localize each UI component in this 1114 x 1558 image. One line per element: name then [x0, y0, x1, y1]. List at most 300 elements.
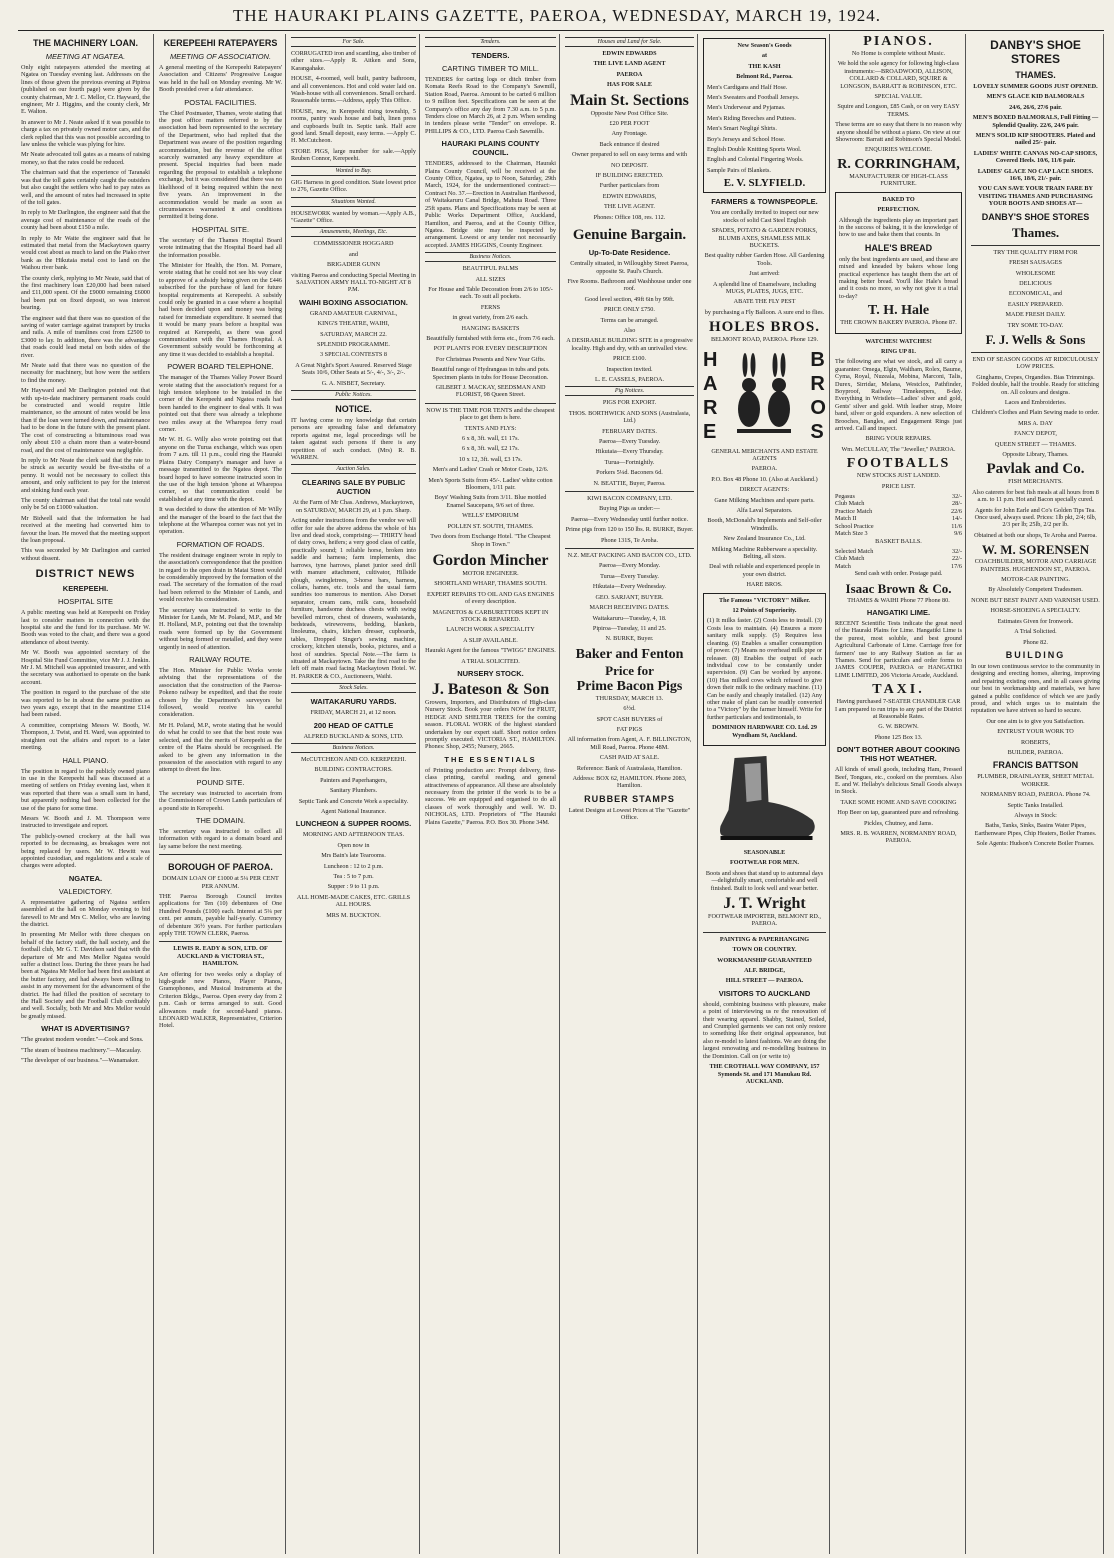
text-line: N. BURKE, Buyer. [605, 635, 654, 643]
article-body [159, 64, 282, 94]
text-line: WATCHES! WATCHES! [865, 337, 932, 345]
text-line: Painters and Paperhangers, [320, 776, 387, 784]
price-item: Match Size 3 [835, 530, 868, 538]
column-danby [968, 34, 1104, 1554]
section-label: Amusements, Meetings, Etc. [291, 227, 416, 237]
text-line: The chairman said that the experience of Taranaki was that the toll gates certainly caught the outsiders but also caught the settlers who had to pay rates as well, and the amount of rates had increased in spite of the toll gates. [21, 169, 150, 206]
teas-ad [291, 831, 416, 919]
victory-text: (1) It milks faster. (2) Costs less to install. (3) Costs less to maintain. (4) Ensures a more sanitary milk supply. (5) Requires less cleaning. (6) Enables a smaller consumption of power. (7) Means no overhead milk pipe or releaser. (8) Enables the output of each individual cow to be constantly under supervision. (9) Can be worked by anyone. (10) Has milked cows which refused to give down their milk to the ordinary machine. (11) Can be easily and cheaply installed. (12) Any other make of plant can be readily converted to a "Victory" by the farmer himself. Write for further particulars and testimonials, to [707, 617, 822, 721]
footballs-sub: NEW STOCKS JUST LANDED. [856, 472, 941, 480]
text-line: ABATE THE FLY PEST [733, 298, 796, 306]
text-line: Men's Riding Breeches and Puttees. [707, 114, 796, 122]
palms-ad [425, 265, 556, 301]
text-line: LOVELY SUMMER GOODS JUST OPENED. [973, 83, 1098, 90]
text-line: SEASONABLE [743, 848, 786, 856]
text-line: Phone 82. [1023, 638, 1048, 646]
text-line: HILL STREET — PAEROA. [725, 977, 804, 985]
holes-address: BELMONT ROAD, PAEROA. Phone 129. [710, 336, 819, 344]
text-line: Best quality rubber Garden Hose. All Gardening Tools. [704, 252, 825, 267]
county-text: TENDERS, addressed to the Chairman, Hauraki Plains County Council, will be received at the County Office, Ngatea, up to Noon, Saturday, 29th March, 1924, for the undermentioned contract:— Contract No. 37.—Erection in Australian Hardwood, of Waitakaruru Canal Bridge, Mahuta Road. Three 25ft spans. Plans and Specifications may be seen at Public Works Department Office, Auckland, Hamilton, and Paeroa, and at the County Office, Ngatea. Bridge site may be inspected by arrangement. Lowest or any tender not necessarily accepted. JAMES HIGGINS, County Engineer. [425, 160, 556, 249]
situations-ad: HOUSEWORK wanted by woman.—Apply A.B., "Gazette" Office. [291, 209, 416, 224]
danby-ad [971, 83, 1100, 208]
text-line: A Great Night's Sport Assured. Reserved Stage Seats 10/6, Other Seats at 5/-, 4/-, 3/-, 2/-. [295, 361, 412, 377]
text-line: 6 x 8, 3ft. wall, £1 17s. [461, 435, 520, 443]
text-line: THOS. BORTHWICK AND SONS (Australasia, Ltd.) [568, 409, 691, 425]
text-line: POLLEN ST. SOUTH, THAMES. [447, 522, 534, 530]
column-classifieds [288, 34, 420, 1554]
brown-phone: Phone 125 Box 13. [874, 733, 923, 741]
text-line: We hold the sole agency for following high-class instruments:—BROADWOOD, ALLISON, COLLARD & COLLARD, SQUIRE & LONGSON, BARRATT & ROBINSON, ETC. [837, 60, 960, 90]
sausages-ad [971, 245, 1100, 329]
text-line: MOTOR-CAR PAINTING. [1001, 576, 1070, 584]
text-line: The position in regard to the purchase of the site was reported to be in about the same position as two years ago, except that in the meantime £114 had been raised. [21, 689, 150, 719]
text-line: WELLS' EMPORIUM [462, 512, 519, 520]
text-line: SHORTLAND WHARF, THAMES SOUTH. [434, 580, 547, 588]
hall-body [21, 768, 150, 870]
text-line: Inspection invited. [606, 365, 653, 373]
essentials-text: of Printing production are: Prompt delivery, first-class printing, careful reading, and general attractiveness of appearance. All these are absolutely necessary from the printer if the work is to be a success. We are equipped and organised to do all classes of work thoroughly and well. W. D. NICHOLAS, LTD. Proprietors of "The Hauraki Plains Gazette," Paeroa. P.O. Box 30. Phone 34M. [425, 766, 556, 826]
text-line: The secretary was instructed to ascertain from the Commissioner of Crown Lands particulars of a pound site in Kerepeehi. [159, 789, 282, 812]
text-line: Deal with reliable and experienced people in your own district. [709, 563, 820, 578]
clearing-text: At the Farm of Mr Chas. Andrews, Mackaytown, on SATURDAY, MARCH 29, at 1 p.m. Sharp. [292, 499, 415, 514]
new-season-ad [707, 42, 822, 81]
text-line: Paeroa—Every Wednesday until further notice. [570, 515, 689, 523]
footballs-heading: FOOTBALLS [846, 456, 951, 472]
text-line: PIGS FOR EXPORT. [602, 399, 657, 407]
text-line: Back entrance if desired [599, 140, 660, 148]
text-line: visiting Paeroa and conducting Special Meeting in SALVATION ARMY HALL TO-NIGHT AT 8 P.M. [291, 271, 416, 294]
borough-heading: BOROUGH OF PAEROA. [168, 862, 273, 873]
text-line: In reply to Mr Waite the engineer said that he estimated that metal from the Mackaytown quarry would cost about as much to land on the Piako river bank as the Hikutaia metal cost to land on the Waihou river bank. [21, 234, 150, 272]
text-line: Men's Sports Suits from 45/-. Ladies' white cotton Bloomers, 1/11 pair. [428, 476, 553, 492]
text-line: HOUSE, new, in Kerepeehi rising township, 5 rooms, pantry wash house and bath, linen press and cupboards built in. Septic tank. Half acre good land. Small deposit, easy terms. —Apply C. H. McCutcheon. [291, 107, 416, 145]
text-line: Buying Pigs as under:— [599, 505, 660, 513]
clearing-heading: CLEARING SALE BY PUBLIC AUCTION [301, 478, 406, 497]
text-line: Booth, McDonald's Implements and Self-oiler Windmills. [707, 517, 822, 532]
advertising-heading: WHAT IS ADVERTISING? [41, 1024, 130, 1034]
baker-ad [565, 695, 694, 790]
text-line: ECONOMICAL, and [1008, 290, 1063, 298]
price-row [835, 500, 962, 507]
clearing-body: Acting under instructions from the vendor we will offer for sale the above address the whole of his live and dead stock, comprising:— THIRTY head of dairy cows, heifers; a very good class of cattle, practically sound; 1 reliable horse, broken into saddle and harness; farm implements, disc harrows, tyne harrows, planet junior seed drill with manure attachment, cultivator, Hillside plough, swingletrees, 3-horse bars, harness, collars, hames, etc. tools and the usual farm sundries too numerous to mention. Also Dorset separator, cream cans, milk cans, household furniture, handsome duchess chests with swing bevelled mirrors, chest of drawers, washstands, bedsteads, wirewovens, bedding, blankets, linoleums, chairs, kitchen dresser, cupboards, tables, Dropped Singer's sewing machine, crockery, kitchen utensils, books, pictures, and a host of sundries. Special Note.—The farm is situated at Mackaytown. Take the first road to the left off main road facing Mackaytown Hotel. W. H. PARKER & CO., Auctioneers, Waihi. [291, 517, 416, 680]
text-line: Owner prepared to sell on easy terms and with [571, 151, 688, 159]
text-line: A TRIAL SOLICITED. [461, 657, 520, 665]
text-line: END OF SEASON GOODS AT RIDICULOUSLY LOW PRICES. [972, 355, 1099, 371]
text-line: Luncheon : 12 to 2 p.m. [323, 862, 384, 870]
carnival-ad [291, 310, 416, 387]
text-line: 3 SPECIAL CONTESTS 8 [320, 351, 387, 359]
text-line: In presenting Mr Mellor with three cheques on behalf of the factory staff, the hall society, and the football club, Mr G. T. Davidson said that with the departure of Mr and Mrs Mellor Ngatea would suffer a distinct loss. During the three years he had been at Ngatea Mr Mellor had been first assistant at the butter factory, and had always been willing to assist in any movement for the advancement of the district. He had filled the position of secretary to the Hall Society and the Football Club creditably and well. Socially, both Mr and Mrs Mellor would be greatly missed. [21, 931, 150, 1020]
text-line: Address: BOX 62, HAMILTON. Phone 2083, Hamilton. [572, 774, 687, 790]
text-line: and [349, 250, 358, 258]
text-line: Phone 131S, Te Aroha. [600, 536, 659, 544]
text-line: For Christmas Presents and New Year Gifts. [435, 355, 546, 363]
subheading: HALL PIANO. [62, 755, 109, 765]
price-item: School Practice [835, 522, 874, 530]
building-text: In our town continuous service to the community in designing and erecting homes, altering, improving and repairing existing ones, and in all cases giving our best in workmanship and materials, we have gained a public confidence of which we are justly proud, and which urges us to maintain the reputation we have striven so hard to secure. [971, 662, 1100, 715]
price-item: Club Match [835, 555, 865, 563]
text-line: Mr Neate advocated toll gates as a means of raising money, so that the rates could be reduced. [21, 151, 150, 166]
take-home: TAKE SOME HOME AND SAVE COOKING [840, 798, 957, 806]
text-line: P.O. Box 48 Phone 10. (Also at Auckland.) [711, 475, 818, 483]
text-line: Estimates Given for Ironwork. [997, 617, 1074, 625]
price-value: 32/- [952, 493, 962, 501]
text-line: PERFECTION. [877, 206, 920, 214]
text-line: BUILDER, PAEROA. [1007, 748, 1064, 756]
text-line: IF BUILDING ERECTED. [595, 172, 664, 180]
text-line: GEO. SARJANT, BUYER. [595, 593, 664, 601]
bateson-heading: J. Bateson & Son [431, 680, 550, 698]
text-line: HOUSE, 4-roomed, well built, pantry bathroom, and all conveniences. Hot and cold water laid on. Wash-house with all conveniences. Small orchard. Reasonable terms.—Address, apply This Office. [291, 75, 416, 105]
visitors-text: should, combining business with pleasure, make a point of interviewing us re the renovation of their wearing apparel. Shabby, Stained, Soiled, and Crumpled garments we can not only restore to something like their original appearance, but also re-model to latest fashions. We are doing the largest renovating and re-modelling business in the Dominion. Call on (or write to) [703, 1000, 826, 1060]
text-line: Turua—Fortnightly. [604, 458, 655, 466]
text-line: Men's and Ladies' Crash or Motor Coats, 12/6. [432, 466, 549, 474]
article-title: THE MACHINERY LOAN. [32, 38, 138, 48]
subheading: POUND SITE. [196, 777, 245, 787]
text-line: The publicly-owned crockery at the hall was reported to be decreasing, as breakages were not being replaced by users. Mr W. Hewitt was appointed custodian, and regulations and a scale of charges were adopted. [21, 832, 150, 870]
text-line: Agent National Insurance. [320, 808, 387, 816]
text-line: Opposite New Post Office Site. [590, 109, 669, 117]
text-line: Septic Tanks Installed. [1007, 801, 1064, 809]
county-heading: HAURAKI PLAINS COUNTY COUNCIL. [441, 139, 540, 158]
boxing-heading: WAIHI BOXING ASSOCIATION. [299, 297, 408, 307]
nursery-heading: NURSERY STOCK. [457, 668, 524, 678]
text-line: The Famous "VICTORY" Milker. [719, 596, 810, 604]
pound-body [159, 790, 282, 812]
building-ad [971, 718, 1100, 757]
text-line: L. E. CASSELS, PAEROA. [594, 375, 665, 383]
text-line: You are cordially invited to inspect our new stocks of solid Cast Steel English [710, 209, 819, 224]
battson-ad [971, 773, 1100, 847]
text-line: MADE FRESH DAILY. [1005, 311, 1066, 319]
eady-heading: LEWIS R. EADY & SON, LTD. OF AUCKLAND & VICTORIA ST., HAMILTON. [173, 945, 268, 968]
text-line: FAT PIGS [616, 725, 643, 733]
text-line: Five Rooms. Bathroom and Washhouse under one roof. [567, 277, 692, 293]
residence-heading: Up-To-Date Residence. [588, 248, 671, 258]
buckland-name: ALFRED BUCKLAND & SONS, LTD. [303, 732, 404, 740]
subheading: POWER BOARD TELEPHONE. [167, 362, 274, 372]
ngatea-body [21, 899, 150, 1021]
basket-heading: BASKET BALLS. [875, 537, 922, 545]
text-line: Good level section, 49ft 6in by 99ft. [584, 295, 675, 303]
text-line: Waitakaruru—Tuesday, 4, 18. [592, 614, 667, 622]
text-line: MARCH RECEIVING DATES. [589, 604, 670, 612]
notice-heading: NOTICE. [335, 404, 372, 414]
section-label: For Sale. [291, 37, 416, 47]
text-line: BRIGADIER GUNN [326, 261, 381, 269]
text-line: The position in regard to the publicly owned piano in use in the Kerepeehi hall was discussed at a meeting of settlers on Friday evening last, when it was reported that there was a small sum in hand, but apparently nothing had been collected for the use of the piano for some time. [21, 767, 150, 812]
text-line: TRY SOME TO-DAY. [1007, 321, 1064, 329]
text-line: The resident drainage engineer wrote in reply to the association's correspondence that the position in regard to the open drain in Matai Street would be considerably improved by the formation of the road. The secretary of the formation of the road had been referred to the Minister of Lands, and would receive his consideration. [159, 551, 282, 604]
residence-ad [565, 260, 694, 383]
isaac-sub: THAMES & WAIHI Phone 77 Phone 80. [847, 596, 950, 604]
sorensen-heading: W. M. SORENSEN [981, 542, 1090, 558]
watches-text: The following are what we stock, and all carry a guarantee: Omega, Elgin, Waltham, Rolex, Baume, Cyma, Royal, Nuzeala, Mobina, Marconi, Talis, Durex, Sirridar, Melana, Westclox, Pathfinder, Boyproof, Railway Timekeepers, 8-day. Everything in Wristlets—Ladies' silver and gold, Gents' silver and gold. With leather strap, Moire band, silver or gold expanders. A new selection of Brooches, Bangles, and Engagement Rings just arrived. Call and inspect. [835, 358, 962, 433]
text-line: MEN'S BOXED BALMORALS, Full Fitting — Splendid Quality. 22/6, 24/6 pair. [972, 114, 1099, 129]
text-line: LADIES' GLACE NO CAP LACE SHOES. 16/6, 18/6, 21/- pair. [977, 167, 1094, 183]
taxi-heading: TAXI. [872, 682, 925, 698]
price-value: 14/- [952, 515, 962, 523]
text-line: The secretary was instructed to write to the Minister for Lands, Mr M. Poland, M.P., and Mr H. Holland, M.P., pointing out that the township roads were formed up by the Government without being formed or metalled, and they were urgently in need of attention. [159, 606, 282, 651]
hare-letters [703, 348, 717, 444]
text-line: The Chief Postmaster, Thames, wrote stating that the post office matters referred to by the association had been represented to the secretary of the Department, who had replied that the Department was aware of the position regarding accommodation, but the revenue of the office scarcely warranted any heavy expenditure at present. Special inquiries had been made regarding the proposal to establish a telephone exchange, but it was considered that there was no likelihood of it being required within the next five years. An improvement in the accommodation would be made as soon as circumstances warranted it and conditions permitted it being done. [159, 109, 282, 221]
text-line: The manager of the Thames Valley Power Board wrote stating that the association's request for a high tension telephone to be installed in the corner of the Kerepeehi and Ngatea roads had been handed to the engineer to deal with. It was pointed out that there was already a telephone two miles away at the Wharepoa ferry road corner. [159, 374, 282, 434]
text-line: Hauraki Agent for the famous "TWIGG" ENGINES. [425, 647, 556, 655]
watches-heading [835, 338, 962, 356]
text-line: Centrally situated, in Willoughby Street Paeroa, opposite St. Paul's Church. [570, 260, 689, 275]
text-line: Mr Neate said that there was no question of the necessity for machinery, but how were the settlers to find the money. [21, 362, 150, 384]
text-line: Mr Hayward and Mr Darlington pointed out that with up-to-date machinery permanent roads could be constructed and would require little maintenance, so the amount of rates would be less than if the loan were turned down, and maintenance had to be done in the future with the present plant. The cost of constructing a bituminous road was only about £10 a chain more than a water-bound road, and the cost of maintenance was negligible. [21, 387, 150, 454]
text-line: MRS M. BUCKTON. [326, 911, 381, 919]
text-line: CASH PAID AT SALE. [599, 754, 660, 762]
text-line: Men's Cardigans and Half Hose. [707, 83, 788, 91]
text-line: A DESIRABLE BUILDING SITE in a progressive locality. High and dry, with an unrivalled view. [566, 337, 693, 352]
farmers-ad [703, 209, 826, 316]
text-line: Belmont Rd., Paeroa. [736, 73, 793, 81]
text-line: KING'S THEATRE, WAIHI, [317, 320, 390, 328]
text-line: This was seconded by Mr Darlington and carried without dissent. [21, 547, 150, 562]
price-row [835, 563, 962, 570]
text-line: MEN'S SOLID KIP SHOOTERS. Plated and nailed 25/- pair. [975, 132, 1096, 147]
text-line: Boys' Washing Suits from 3/11. Blue mottled Enamel Saucepans, 9/6 set of three. [434, 494, 547, 509]
text-line: EASILY PREPARED. [1007, 300, 1064, 308]
text-line: Squire and Longson, £85 Cash, or on very EASY TERMS. [837, 103, 960, 118]
price-row [835, 508, 962, 515]
subheading: FORMATION OF ROADS. [176, 539, 265, 549]
pianos-ad [835, 50, 962, 154]
subheading: HOSPITAL SITE. [191, 224, 250, 234]
text-line: MORNING AND AFTERNOON TEAS. [302, 831, 405, 839]
text-line: Alfa Laval Separators. [736, 507, 793, 514]
text-line: TENTS AND FLYS: [464, 424, 517, 432]
price-item: Selected Match [835, 547, 874, 555]
text-line: BAKED TO [882, 195, 915, 203]
slyfield-name: E. V. SLYFIELD. [723, 177, 806, 190]
text-line: Paeroa—Every Tuesday. [598, 438, 661, 445]
text-line: The secretary was instructed to collect all information with regard to a domain board and lay same before the next meeting. [159, 827, 282, 850]
text-line: 6 x 8, 3ft. wall, £2 17s. [461, 445, 520, 453]
column-kash-hare [700, 34, 830, 1554]
text-line: FANCY DEPOT, [1014, 430, 1057, 438]
rubber-heading: RUBBER STAMPS [584, 793, 675, 804]
text-line: Hikutaia—Every Wednesday. [592, 583, 667, 591]
victory-heading [707, 597, 822, 615]
text-line: In reply to Mr Neate the clerk said that the rate to be struck as security would be five-sixths of a penny. It would not be necessary to collect this amount, and only sufficient to pay for the interest and sinking fund each year. [21, 456, 150, 494]
text-line: HORSE-SHOEING A SPECIALTY. [990, 607, 1081, 615]
price-row [835, 523, 962, 530]
text-line: MOTOR ENGINEER. [462, 569, 519, 577]
text-line: PRICE ONLY £750. [604, 306, 655, 314]
brown-name: G. W. BROWN. [878, 723, 919, 731]
text-line: Gane Milking Machines and spare parts. [714, 496, 815, 504]
text-line: The county clerk, replying to Mr Neate, said that of the first machinery loan £20,000 had been raised and £11,000 spent. Of the £9000 remaining £6000 had been put on fixed deposit, so was interest bearing. [21, 274, 150, 312]
text-line: N.Z. MEAT PACKING AND BACON CO., LTD. [567, 552, 692, 560]
logo-letter: E [703, 420, 717, 443]
place-heading: KEREPEEHI. [62, 584, 109, 594]
text-line: Prime pigs from 120 to 150 lbs. R. BURKE, Buyer. [565, 526, 694, 534]
hangatiki-text: RECENT Scientific Tests indicate the great need of the Hauraki Plains for Lime. Hangatiki Lime is the purest, most soluble, and best ground Agricultural Carbonate of Lime. Carriage free for farmers' use to any Railway Station as far as Thames. Send for particulars and order forms to JAMES COUPER, PAEROA or HANGATIKI LIME LIMITED, 206 Victoria Arcade, Auckland. [835, 619, 962, 679]
text-line: THE KASH [748, 62, 781, 70]
boot-icon [703, 750, 826, 845]
text-line: 12 Points of Superiority. [732, 607, 797, 615]
price-value: 22/- [952, 555, 962, 563]
column-tenders [422, 34, 560, 1554]
text-line: Mr H. Poland, M.P., wrote stating that he would do what he could to see that the best route was selected, and that the merits of Kerepeehi as the centre of the Plains should be recognised. He asked to be given any information in the possession of the association with regard to any attempt to divert the line. [159, 721, 282, 774]
text-line: Baths, Tanks, Sinks, Basins Water Pipes, Earthenware Pipes, Chip Heaters, Boiler Frames. [974, 822, 1097, 837]
text-line: Mrs Bain's late Tearooms. [321, 852, 386, 860]
text-line: Children's Clothes and Plain Sewing made to order. [971, 409, 1100, 417]
text-line: ENTRUST YOUR WORK TO [997, 728, 1074, 736]
text-line: New Season's Goods [737, 42, 792, 49]
corringham-heading: R. CORRINGHAM, [837, 156, 960, 172]
logo-letter: R [810, 372, 825, 395]
article-body [21, 64, 150, 562]
text-line: Just arrived: [749, 270, 780, 278]
text-line: Men's Smart Negligé Shirts. [707, 125, 777, 133]
price-row [835, 555, 962, 562]
pricelist-heading: PRICE LIST. [881, 482, 916, 490]
subheading: THE DOMAIN. [195, 815, 246, 825]
luncheon-heading: LUNCHEON & SUPPER ROOMS. [295, 819, 412, 829]
text-line: Pipiroa—Tuesday, 11 and 25. [592, 624, 667, 632]
text-line: English Double Knitting Sports Wool. [707, 146, 802, 154]
price-item: Match [835, 562, 851, 570]
logo-letter: A [703, 372, 718, 395]
text-line: A splendid line of Enamelware, including MUGS, PLATES, JUGS, ETC. [712, 280, 817, 295]
text-line: ENQUIRIES WELCOME. [865, 146, 932, 154]
warren-name: MRS. R. B. WARREN, NORMANBY ROAD, PAEROA. [840, 830, 957, 845]
text-line: GENERAL MERCHANTS AND ESTATE AGENTS [711, 447, 818, 462]
price-value: 22/6 [950, 507, 962, 515]
hale-heading: T. H. Hale [867, 303, 930, 319]
prime-heading: Prime Bacon Pigs [576, 678, 683, 694]
masthead: THE HAURAKI PLAINS GAZETTE, PAEROA, WEDNESDAY, MARCH 19, 1924. [232, 6, 882, 25]
logo-letter: H [703, 348, 718, 371]
mcullay-name: Wm. McCULLAY, The "Jeweller," PAEROA. [841, 445, 956, 453]
text-line: The Hon. Minister for Public Works wrote advising that the representations of the association that the construction of the Paeroa-Pokeno railway be expedited, and that the route chosen by the Department's surveyors be followed, would receive his careful consideration. [159, 667, 282, 719]
hales-heading: HALE'S BREAD [864, 242, 933, 253]
loan-heading: DOMAIN LOAN OF £1000 at 5¼ PER CENT PER ANNUM. [162, 875, 279, 890]
hangatiki-heading: HANGATIKI LIME. [866, 607, 931, 617]
mincher-heading: Gordon Mincher [432, 551, 549, 569]
text-line: Sole Agents: Hudson's Concrete Boiler Frames. [976, 840, 1095, 848]
isaac-heading: Isaac Brown & Co. [845, 580, 952, 596]
rabbits-icon [729, 349, 799, 443]
logo-letter: R [703, 396, 718, 419]
logo-letter: O [810, 396, 826, 419]
text-line: Any Frontage. [611, 130, 648, 138]
yards-heading: WAITAKARURU YARDS. [310, 697, 397, 707]
baker-heading: Baker and Fenton [575, 646, 684, 662]
text-line: HARE BROS. [746, 581, 783, 589]
subheading: HOSPITAL SITE [57, 597, 113, 607]
text-line: ALF. BRIDGE, [744, 967, 785, 975]
text-line: THURSDAY, MARCH 13. [595, 694, 664, 702]
subheading: POSTAL FACILITIES. [184, 97, 257, 107]
domain-body [159, 828, 282, 850]
baked-heading [839, 196, 958, 214]
text-line: New Zealand Insurance Co., Ltd. [723, 535, 806, 543]
text-line: FISH MERCHANTS. [1008, 478, 1063, 486]
text-line: PAEROA [616, 70, 643, 78]
basket-table [835, 548, 962, 570]
section-label: Pig Notices. [565, 386, 694, 396]
roads-body [159, 552, 282, 651]
text-line: SPOT CASH BUYERS of [596, 715, 663, 723]
price-value: 28/- [952, 500, 962, 508]
price-value: 9/6 [954, 530, 962, 538]
text-line: HAS FOR SALE [606, 81, 653, 89]
text-line: SPADES, POTATO & GARDEN FORKS, BLUMB AXES, SHAMLESS MILK BUCKETS. [711, 227, 818, 249]
text-line: THE LIVE LAND AGENT [593, 60, 666, 68]
text-line: Men's Sweaters and Football Jerseys. [707, 94, 800, 102]
text-line: Obtained at both our shops, Te Aroha and Paeroa. [974, 531, 1097, 539]
holes-heading: HOLES BROS. [708, 319, 821, 336]
main-st-ad [565, 110, 694, 221]
text-line: NONE BUT BEST PAINT AND VARNISH USED. [971, 596, 1100, 604]
building-heading: BUILDING [1005, 649, 1066, 660]
bros-letters [810, 348, 826, 444]
railway-body [159, 667, 282, 774]
goods-list [707, 84, 822, 175]
text-line: In answer to Mr J. Neate asked if it was possible to charge a tax on privately owned motor cars, and the clerk replied that this was not possible according to law unless the vehicle was plying for hire. [21, 118, 150, 149]
postal-body [159, 110, 282, 221]
wanted-ad: GIG Harness in good condition. State lowest price to 276, Gazette Office. [291, 178, 416, 194]
sorensen-ad [971, 558, 1100, 646]
text-line: HANGING BASKETS [461, 324, 520, 332]
text-line: at [761, 52, 768, 60]
section-label: Situations Wanted. [291, 197, 416, 207]
text-line: "The greatest modern wonder."—Cook and Sons. [21, 1036, 144, 1044]
text-line: 10 x 12, 3ft. wall, £3 17s. [458, 455, 523, 463]
text-line: PAINTING & PAPERHANGING [719, 935, 810, 943]
danby-thames: THAMES. [1015, 70, 1056, 80]
text-line: SPLENDID PROGRAMME. [317, 340, 390, 348]
text-line: "The steam of business machinery."—Macaulay. [21, 1046, 142, 1054]
pricelist-table [835, 493, 962, 537]
text-line: Terms can be arranged. [600, 316, 659, 324]
text-line: PRICE £100. [612, 355, 646, 363]
text-line: Our one aim is to give you Satisfaction. [986, 717, 1085, 725]
text-line: £20 PER FOOT [609, 120, 650, 128]
text-line: EXPERT REPAIRS TO OIL AND GAS ENGINES of every description. [426, 590, 555, 606]
price-item: Club Match [835, 500, 865, 508]
article-subtitle: MEETING AT NGATEA. [45, 52, 126, 61]
pickles: Pickles, Chutney, and Jams. [863, 819, 934, 827]
price-row [835, 493, 962, 500]
text-line: "The developer of our business."—Wanamaker. [21, 1057, 139, 1065]
text-line: in great variety, from 2/6 each. [452, 314, 529, 322]
visitors-heading: VISITORS TO AUCKLAND [718, 988, 811, 998]
price-row [835, 548, 962, 555]
power-body [159, 374, 282, 536]
text-line: FERNS [480, 303, 501, 311]
text-line: FEBRUARY DATES. [602, 427, 657, 435]
text-line: COMMISSIONER HOGGARD [313, 240, 394, 248]
text-line: FRESH SAUSAGES [1009, 259, 1062, 267]
text-line: LADIES' WHITE CANVAS NO-CAP SHOES, Covered Heels. 10/6, 11/6 pair. [973, 149, 1098, 165]
wright-address: FOOTWEAR IMPORTER, BELMONT RD., PAEROA. [708, 913, 821, 928]
column-pianos [832, 34, 966, 1554]
text-line: MEN'S GLACE KID BALMORALS [986, 93, 1085, 101]
section-label: Tenders. [425, 37, 556, 47]
text-line: PLUMBER, DRAINLAYER, SHEET METAL WORKER. [977, 773, 1094, 788]
carting-text: TENDERS for carting logs or ditch timber from Komata Reefs Road to the Company's Sawmill, Station Road, Paeroa. Amount to be carted 6 million to 9 million feet. Specifications can be seen at the Company's office any day from 7.30 a.m. to 5 p.m. Tenders close on March 26, at 2 p.m. When sending in tenders please write "Tender" on envelope. R. PHILLIPS & CO., LTD. Paeroa Cash Sawmills. [425, 76, 556, 135]
bateson-text: Growers, Importers, and Distributors of High-class Nursery Stock. Book your orders NOW for FRUIT, HEDGE AND SHELTER TREES for the coming season. FLORAL WORK of the highest standard undertaken by our expert staff. Short notice orders promptly executed. VICTORIA ST., HAMILTON. Phones: Shop, 2455; Nursery, 2665. [425, 698, 556, 751]
section-label: Public Notices. [291, 390, 416, 400]
text-line: A general meeting of the Kerepeehi Ratepayers' Association and Citizens' Progressive League was held in the hall on Monday evening. Mr W. Booth presided over a fair attendance. [159, 64, 282, 94]
yards-date: FRIDAY, MARCH 21, at 12 noon. [310, 709, 397, 717]
